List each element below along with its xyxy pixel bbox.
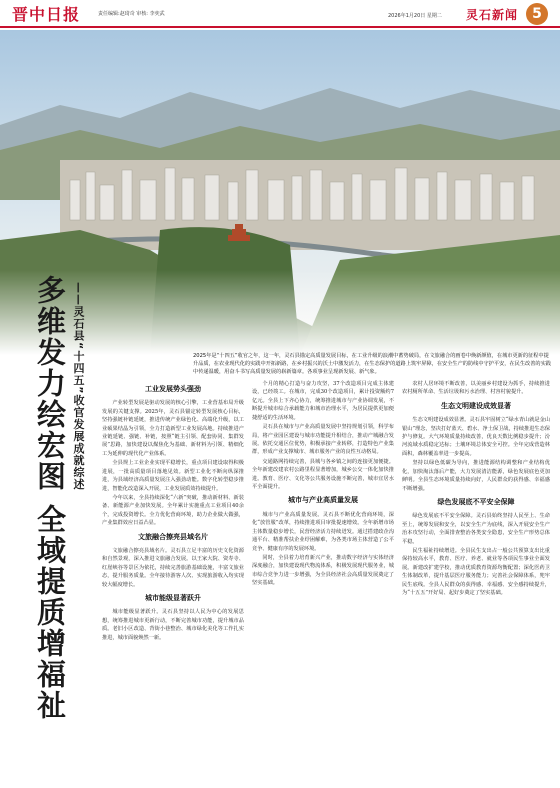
photo-caption: 2025年是“十四五”收官之年，这一年，灵石县锚定高质量发展目标，在工业升级的浪潮中蓄势破局，在文旅融合的画卷中焕新颜值，在城市更新的征程中提升品质，在农业现代化的实践中开拓新路，在乡村振兴的沃土中激发活力，在生态保护的道路上筑牢屏障，在安全生产的防线中守护平安，在民生改善的实践中传递温暖，用奋斗书写高质量发展的崭新篇章。各项事业呈现新发展、新气象。 (193, 353, 551, 376)
article-column-2 (252, 380, 394, 589)
body-paragraph: 文旅融合擦亮县域名片。灵石县立足丰富的历史文化资源和自然景观，深入推进文旅融合发展。以王家大院、资寿寺、红崖峡谷等景区为依托，持续完善旅游基础设施，丰富文旅业态，提升服务质量。全年接待游客人次、实现旅游收入均实现较大幅度增长。 (102, 547, 244, 588)
body-paragraph: 个月的精心打造与奋力攻坚，37个改造项目完成主体建设，已经竣工。在城市，完成30个改造项目，累计投资额约7亿元。全县上下齐心协力，统筹推进城市与产业协调发展，不断提升城市综合承载能力和城市治理水平，为居民提供更加便捷舒适的生活环境。 (252, 381, 394, 421)
body-paragraph: 灵石县在城市与产业高质量发展中坚持规划引领，科学布局，将产业园区建设与城市功能提升相结合，推动产城融合发展。依托交通区位优势，积极承接产业转移，打造特色产业集群，形成产业支撑城市、城市服务产业的良性互动格局。 (252, 424, 394, 456)
section-heading: 生态文明建设成效显著 (441, 401, 511, 410)
page-number: 5 (532, 6, 542, 22)
body-paragraph: 民生福祉持续增进。全县民生支出占一般公共预算支出比重保持较高水平，教育、医疗、养老、就业等各项民生事业全面发展。新建改扩建学校，推动优质教育资源均衡配置；深化医药卫生体制改革，提升基层医疗服务能力；完善社会保障体系，兜牢民生底线。全县人民群众的获得感、幸福感、安全感持续提升，为“十五五”开好局、起好步奠定了坚实基础。 (402, 547, 550, 597)
body-paragraph: 坚持以绿色低碳为导向，推进能源结构调整和产业结构优化，加快淘汰落后产能，大力发展清洁能源，绿色发展底色更加鲜明。全县生态环境质量持续向好，人民群众的获得感、幸福感不断增强。 (402, 460, 550, 492)
headline-title: 多维发力绘宏图 全域提质增福祉 (33, 275, 67, 722)
body-paragraph: 绿色发展底不平安全保障。灵石县始终坚持人民至上、生命至上，统筹发展和安全，以安全生产为底线，深入开展安全生产治本攻坚行动，全面排查整治各类安全隐患，安全生产形势总体平稳。 (402, 513, 550, 545)
body-paragraph: 同时，全县着力培育新兴产业，推动数字经济与实体经济深度融合，加快建设现代物流体系，积极发展现代服务业，城市综合竞争力进一步增强，为全县经济社会高质量发展奠定了坚实基础。 (252, 554, 394, 587)
body-paragraph: 产业转型发展是驱动发展的核心引擎，工业营基布局升级发展的关键支撑。2025年，灵石县锚定转型发展核心目标，坚持强链补链延链，推进传统产业绿色化、高端化升级，以工业硕果结晶为引领，全力打造新型工业发展高地。持续推进产业链延链、强链、补链，按照“链主引领、配套协同、集群发展”思路，加快建设以煤焦化为基础、新材料为引领、精细化工为延伸的现代化产业体系。 (102, 400, 244, 457)
section-heading: 绿色发展底不平安全保障 (437, 497, 515, 506)
newspaper-logo: 晋中日报 (12, 4, 81, 24)
body-paragraph: 今年以来，全县持续深化“六新”突破，推动新材料、新装备、新能源产业加快发展。全年累计实施重点工业项目40余个，完成投资增长。全力优化营商环境，助力企业做大做强，产业集群效应日益凸显。 (102, 494, 244, 527)
body-paragraph: 城市与产业高质量发展。灵石县不断优化营商环境，深化“放管服”改革，持续推进项目审批提速增效。全年新增市场主体数量稳步增长，民营经济活力持续迸发。通过搭建政企沟通平台、精准帮扶企业纾困解难，为各类市场主体营造了公平竞争、健康有序的发展环境。 (252, 511, 394, 552)
body-paragraph: 农村人居环境不断改善，以美丽乡村建设为抓手，持续推进农村厕所革命、生活垃圾和污水治理、村容村貌提升。 (402, 381, 550, 396)
section-name: 灵石新闻 (466, 8, 519, 22)
section-heading: 城市能级显著跃升 (145, 594, 201, 603)
editor-credits: 责任编辑:赵琦奇 审核: 李奕武 (98, 10, 165, 17)
article-column-3 (402, 380, 550, 599)
body-paragraph: 交通路网持续完善，县城与各乡镇之间的连接更加便捷。全年新建改建农村公路里程显著增加，城乡公交一体化加快推进。教育、医疗、文化等公共服务设施不断完善，城市宜居水平全面提升。 (252, 458, 394, 491)
page-number-badge (526, 3, 548, 25)
body-paragraph: 生态文明建设成效显著。灵石县牢固树立“绿水青山就是金山银山”理念，坚决打好蓝天、碧水、净土保卫战，持续推进生态保护与修复。大气环境质量持续改善，优良天数比例稳步提升；汾河流域水质稳定达标；土壤环境总体安全可控。全年完成营造林面积，森林覆盖率进一步提高。 (402, 417, 550, 457)
section-heading: 文旅融合擦亮县域名片 (138, 532, 208, 541)
body-paragraph: 城市能级显著跃升。灵石县坚持以人民为中心的发展思想，统筹推进城市更新行动，不断完善城市功能，提升城市品质。老旧小区改造、背街小巷整治、城市绿化美化等工作扎实推进，城市面貌焕然一新。 (102, 609, 244, 641)
headline-subtitle: ——灵石县“十四五”收官发展成就综述 (72, 282, 85, 491)
dateline: 2026年1月20日 星期二 (388, 13, 442, 19)
body-paragraph: 全县规上工业企业实现平稳增长，重点项目建设取得积极进展，一批高质量项目落地见效。新型工业化不断向纵深推进，为县域经济高质量发展注入强劲动能。数字化转型稳步推进，智能化改造深入开展，工业发展质效持续提升。 (102, 460, 244, 492)
section-heading: 城市与产业高质量发展 (288, 496, 358, 505)
article-column-1 (102, 380, 244, 643)
section-heading: 工业发展势头强劲 (145, 385, 201, 393)
